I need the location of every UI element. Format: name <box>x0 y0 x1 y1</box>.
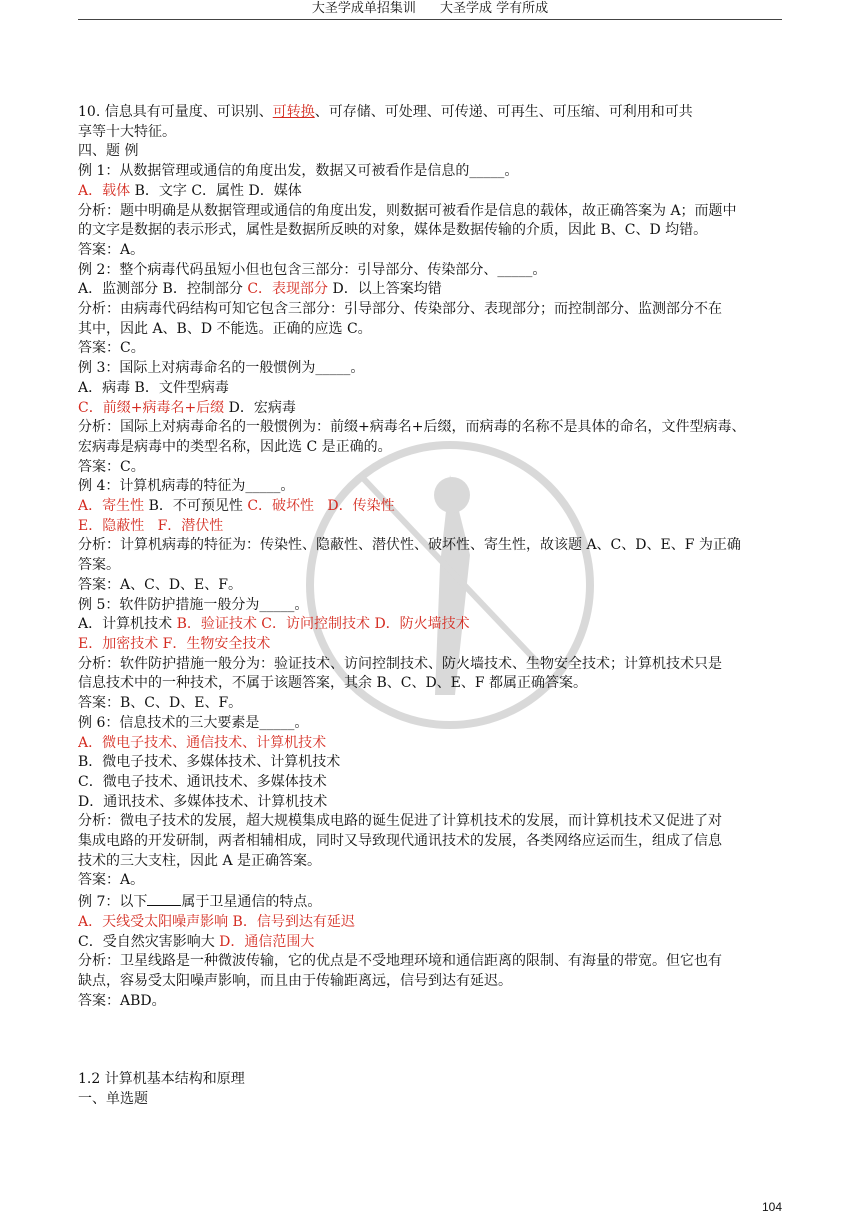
example-6-option-a: A．微电子技术、通信技术、计算机技术 <box>78 734 327 751</box>
example-6-option-d: D．通讯技术、多媒体技术、计算机技术 <box>78 793 328 810</box>
example-7-options-1: A．天线受太阳噪声影响 B．信号到达有延迟 <box>78 913 355 930</box>
example-5-question: 例 5：软件防护措施一般分为_____。 <box>78 596 309 613</box>
example-4-question: 例 4：计算机病毒的特征为_____。 <box>78 478 295 495</box>
example-3-answer: 答案：C。 <box>78 458 145 475</box>
fill-answer: 可转换 <box>272 104 315 120</box>
example-5-options-1: A．计算机技术 B．验证技术 C．访问控制技术 D．防火墙技术 <box>78 616 470 633</box>
example-2-answer: 答案：C。 <box>78 340 145 357</box>
example-6-question: 例 6：信息技术的三大要素是_____。 <box>78 714 309 731</box>
blank-line <box>147 891 181 906</box>
header-left: 大圣学成单招集训 <box>311 1 416 16</box>
header-right: 大圣学成 学有所成 <box>440 1 549 16</box>
page-header <box>78 0 782 20</box>
example-6-option-b: B．微电子技术、多媒体技术、计算机技术 <box>78 754 341 771</box>
section-heading: 1.2 计算机基本结构和原理 <box>78 1071 245 1088</box>
example-4-options-2: E．隐蔽性 F．潜伏性 <box>78 517 224 534</box>
example-3-question: 例 3：国际上对病毒命名的一般惯例为_____。 <box>78 360 365 377</box>
subsection-heading: 一、单选题 <box>78 1091 148 1108</box>
example-2-options: A．监测部分 B．控制部分 C．表现部分 D．以上答案均错 <box>78 281 442 298</box>
example-5-answer: 答案：B、C、D、E、F。 <box>78 695 243 712</box>
example-1-options: A．载体 B．文字 C．属性 D．媒体 <box>78 182 302 199</box>
section-title: 四、题 例 <box>78 143 139 160</box>
example-3-options-1: A．病毒 B．文件型病毒 <box>78 379 229 396</box>
example-4-options-1: A．寄生性 B．不可预见性 C．破坏性 D．传染性 <box>78 498 395 515</box>
example-7-answer: 答案：ABD。 <box>78 992 166 1009</box>
example-1-question: 例 1：从数据管理或通信的角度出发，数据又可被看作是信息的_____。 <box>78 163 519 180</box>
document-body: 10. 信息具有可量度、可识别、可转换、可存储、可处理、可传递、可再生、可压缩、可利用和可共 享等十大特征。 四、题 例 例 1：从数据管理或通信的角度出发，数据又可被看作是信息的_____。 A．载体 B．文字 C．属性 D．媒体 分析：题中明确是从数据管理或通信的角度出发，则数据可被看作是信息的载体，故正确答案为 A；而题中 的文字是数据的表示形式，属性是数据所反映的对象，媒体是数据传输的介质，因此 B、C、D 均错。 答案：A。 例 2：整个病毒代码虽短小但也包含三部分：引导部分、传染部分、_____。 A．监测部分 B．控制部分 C．表现部分 D．以上答案均错 分析：由病毒代码结构可知它包含三部分：引导部分、传染部分、表现部分；而控制部分、监测部分不在 其中，因此 A、B、D 不能选。正确的应选 C。 答案：C。 例 3：国际上对病毒命名的一般惯例为_____。 A．病毒 B．文件型病毒 C．前缀+病毒名+后缀 D．宏病毒 分析：国际上对病毒命名的一般惯例为：前缀+病毒名+后缀，而病毒的名称不是具体的命名，文件型病毒、 宏病毒是病毒中的类型名称，因此选 C 是正确的。 答案：C。 例 4：计算机病毒的特征为_____。 A．寄生性 B．不可预见性 C．破坏性 D．传染性 E．隐蔽性 F．潜伏性 分析：计算机病毒的特征为：传染性、隐蔽性、潜伏性、破坏性、寄生性，故该题 A、C、D、E、F 为正确 答案。 答案：A、C、D、E、F。 例 5：软件防护措施一般分为_____。 A．计算机技术 B．验证技术 C．访问控制技术 D．防火墙技术 E．加密技术 F．生物安全技术 分析：软件防护措施一般分为：验证技术、访问控制技术、防火墙技术、生物安全技术；计算机技术只是 信息技术中的一种技术，不属于该题答案，其余 B、C、D、E、F 都属正确答案。 答案：B、C、D、E、F。 例 6：信息技术的三大要素是_____。 A．微电子技术、通信技术、计算机技术 B．微电子技术、多媒体技术、计算机技术 C．微电子技术、通讯技术、多媒体技术 D．通讯技术、多媒体技术、计算机技术 分析：微电子技术的发展，超大规模集成电路的诞生促进了计算机技术的发展，而计算机技术又促进了对 集成电路的开发研制，两者相辅相成，同时又导致现代通讯技术的发展，各类网络应运而生，组成了信息 技术的三大支柱，因此 A 是正确答案。 答案：A。 例 7：以下 属于卫星通信的特点。 A．天线受太阳噪声影响 B．信号到达有延迟 C．受自然灾害影响大 D．通信范围大 分析：卫星线路是一种微波传输，它的优点是不受地理环境和通信距离的限制、有海量的带宽。但它也有 缺点，容易受太阳噪声影响，而且由于传输距离远，信号到达有延迟。 答案：ABD。 1.2 计算机基本结构和原理 一、单选题 <box>78 103 784 1110</box>
example-4-answer: 答案：A、C、D、E、F。 <box>78 576 242 593</box>
example-5-options-2: E．加密技术 F．生物安全技术 <box>78 635 271 652</box>
page-number: 104 <box>761 1200 782 1214</box>
example-6-option-c: C．微电子技术、通讯技术、多媒体技术 <box>78 773 327 790</box>
example-1-answer: 答案：A。 <box>78 241 145 258</box>
example-6-answer: 答案：A。 <box>78 872 145 889</box>
example-2-question: 例 2：整个病毒代码虽短小但也包含三部分：引导部分、传染部分、_____。 <box>78 261 547 278</box>
item-10: 10. 信息具有可量度、可识别、可转换、可存储、可处理、可传递、可再生、可压缩、可利用和可共 <box>78 104 693 120</box>
example-7-question: 例 7：以下 属于卫星通信的特点。 <box>78 891 784 913</box>
example-7-options-2: C．受自然灾害影响大 D．通信范围大 <box>78 933 315 950</box>
example-3-options-2: C．前缀+病毒名+后缀 D．宏病毒 <box>78 399 296 416</box>
